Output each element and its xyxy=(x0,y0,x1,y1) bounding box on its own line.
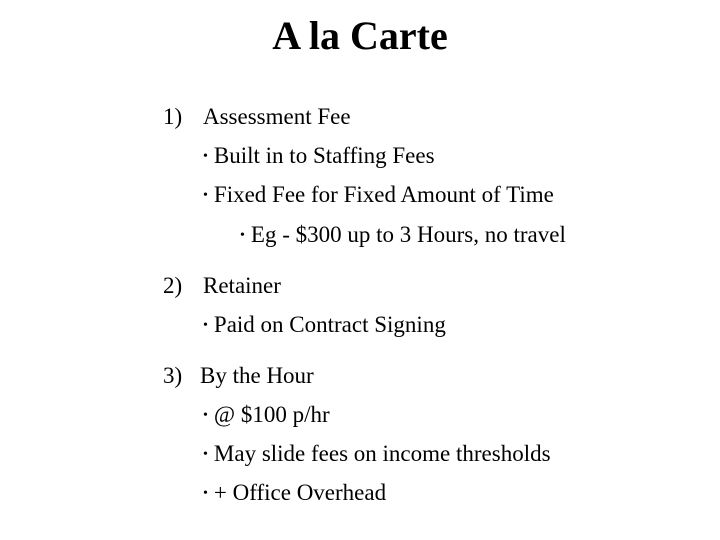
section-1-heading: Assessment Fee xyxy=(203,104,351,129)
bullet-icon: • xyxy=(203,188,208,203)
slide-title: A la Carte xyxy=(272,13,448,58)
bullet-text: Fixed Fee for Fixed Amount of Time xyxy=(213,182,554,207)
section-3-heading: By the Hour xyxy=(200,363,314,388)
list-item xyxy=(203,180,554,211)
bullet-icon: • xyxy=(203,447,208,462)
bullet-icon: • xyxy=(203,318,208,333)
bullet-icon: • xyxy=(240,228,245,243)
bullet-text: May slide fees on income thresholds xyxy=(213,441,551,466)
section-3-heading-line xyxy=(163,361,314,391)
sub-list-item xyxy=(240,220,566,251)
bullet-icon: • xyxy=(203,149,208,164)
section-2-number: 2) xyxy=(163,273,183,298)
section-1-number: 1) xyxy=(163,104,183,129)
bullet-icon: • xyxy=(203,486,208,501)
sub-bullet-text: Eg - $300 up to 3 Hours, no travel xyxy=(250,222,566,247)
section-2-heading: Retainer xyxy=(203,273,281,298)
bullet-text: + Office Overhead xyxy=(213,480,387,505)
bullet-text: Paid on Contract Signing xyxy=(213,312,446,337)
section-2-heading-line xyxy=(163,271,281,301)
section-1-heading-line xyxy=(163,102,351,132)
list-item xyxy=(203,400,330,431)
bullet-icon: • xyxy=(203,408,208,423)
list-item xyxy=(203,439,551,470)
bullet-text: Built in to Staffing Fees xyxy=(213,143,435,168)
bullet-text: @ $100 p/hr xyxy=(213,402,330,427)
section-3-number: 3) xyxy=(163,363,183,388)
list-item xyxy=(203,310,446,341)
list-item xyxy=(203,141,435,172)
list-item xyxy=(203,478,386,509)
